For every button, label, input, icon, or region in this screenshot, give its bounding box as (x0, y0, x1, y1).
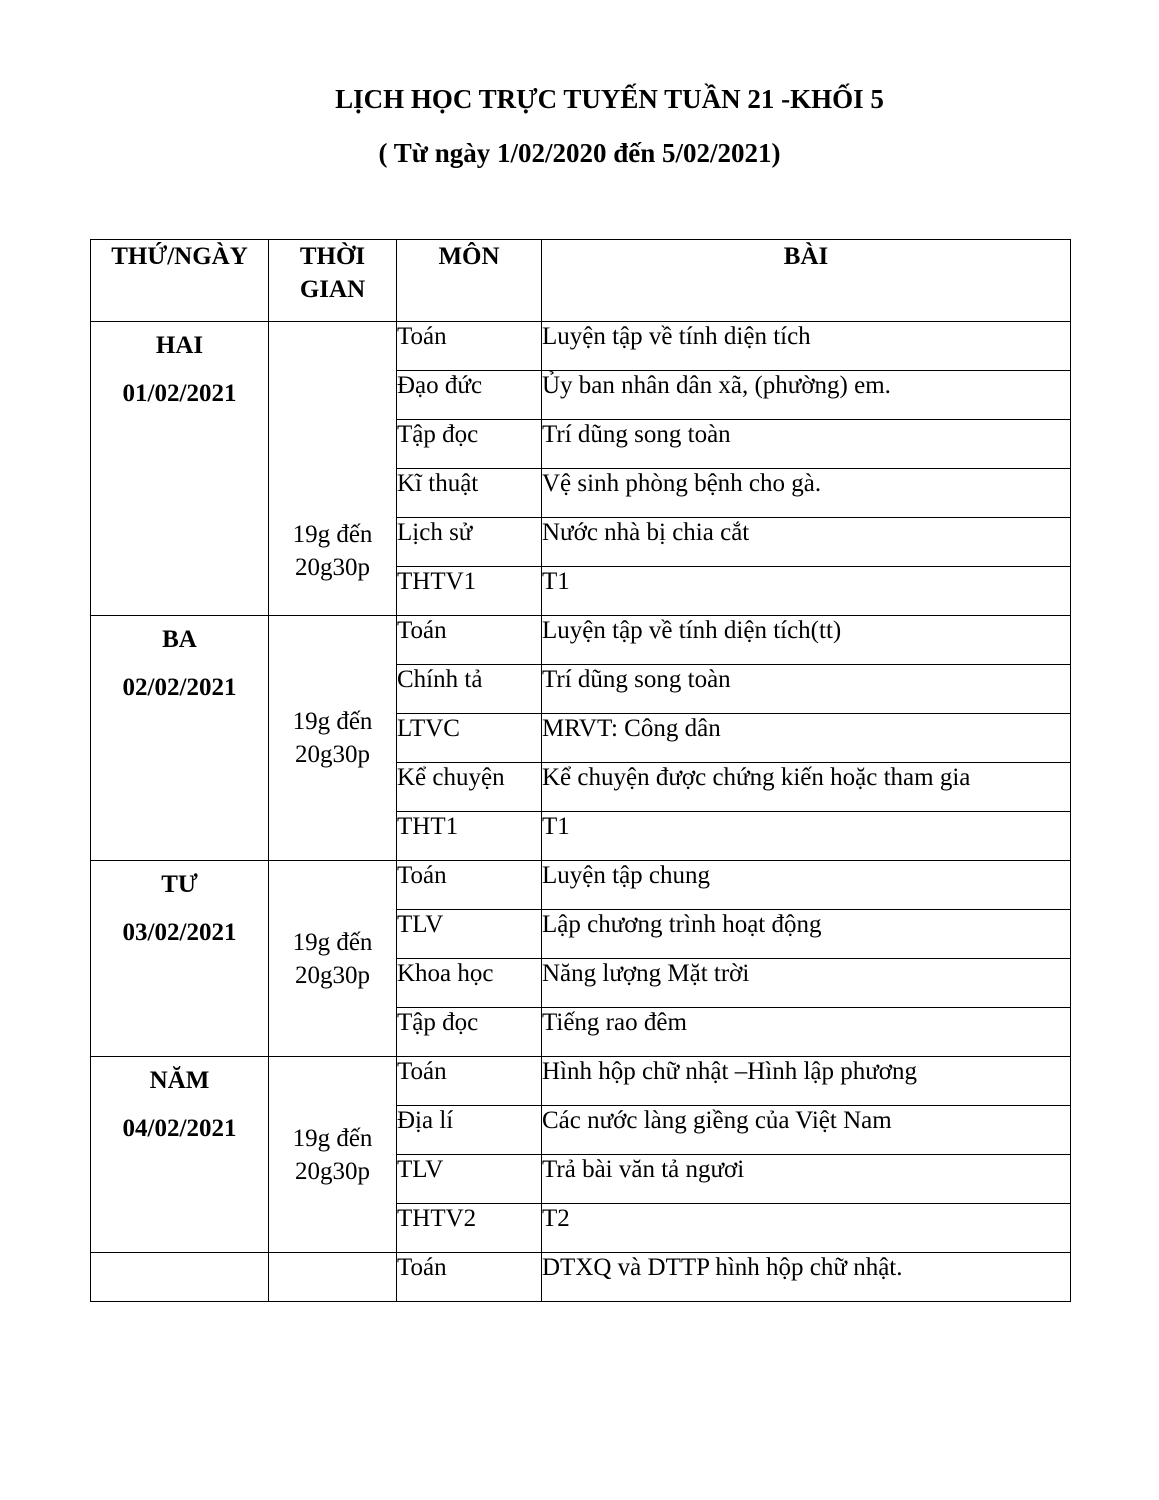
time-line2: 20g30p (295, 554, 370, 581)
day-cell-tuesday (91, 616, 269, 861)
subject-cell: THT1 (397, 812, 542, 861)
lesson-cell: Lập chương trình hoạt động (542, 910, 1071, 959)
subject-cell: Kể chuyện (397, 763, 542, 812)
document-title: LỊCH HỌC TRỰC TUYẾN TUẦN 21 -KHỐI 5 (335, 84, 884, 114)
lesson-cell: Trí dũng song toàn (542, 420, 1071, 469)
day-name: HAI (155, 332, 204, 359)
day-name: NĂM (149, 1067, 210, 1094)
lesson-cell: T2 (542, 1204, 1071, 1253)
lesson-cell: DTXQ và DTTP hình hộp chữ nhật. (542, 1253, 1071, 1302)
lesson-cell: MRVT: Công dân (542, 714, 1071, 763)
day-name: TƯ (161, 871, 198, 898)
header-day: THỨ/NGÀY (91, 240, 269, 322)
time-line1: 19g đến (292, 928, 373, 956)
time-line2: 20g30p (295, 961, 370, 989)
subject-cell: Toán (397, 322, 542, 371)
lesson-cell: Trả bài văn tả ngươi (542, 1155, 1071, 1204)
lesson-cell: Luyện tập về tính diện tích (542, 322, 1071, 371)
lesson-cell: Năng lượng Mặt trời (542, 959, 1071, 1008)
time-cell-monday (269, 322, 397, 616)
header-lesson: BÀI (542, 240, 1071, 322)
subject-cell: Toán (397, 1057, 542, 1106)
empty-day-cell (91, 1253, 269, 1302)
subject-cell: THTV2 (397, 1204, 542, 1253)
time-line2: 20g30p (295, 741, 370, 768)
table-row (91, 616, 1071, 665)
header-time (269, 240, 397, 322)
lesson-cell: Hình hộp chữ nhật –Hình lập phương (542, 1057, 1071, 1106)
day-cell-wednesday (91, 861, 269, 1057)
lesson-cell: Trí dũng song toàn (542, 665, 1071, 714)
day-cell-thursday (91, 1057, 269, 1253)
header-time-line1: THỜI (299, 243, 366, 270)
time-line1: 19g đến (292, 708, 373, 735)
table-row (91, 1253, 1071, 1302)
lesson-cell: Kể chuyện được chứng kiến hoặc tham gia (542, 763, 1071, 812)
table-row (91, 861, 1071, 910)
header-row (91, 240, 1071, 322)
lesson-cell: T1 (542, 812, 1071, 861)
subject-cell: Khoa học (397, 959, 542, 1008)
lesson-cell: T1 (542, 567, 1071, 616)
lesson-cell: Ủy ban nhân dân xã, (phường) em. (542, 371, 1071, 420)
subject-cell: TLV (397, 1155, 542, 1204)
day-cell-monday (91, 322, 269, 616)
subject-cell: Chính tả (397, 665, 542, 714)
time-cell-tuesday (269, 616, 397, 861)
header-subject: MÔN (397, 240, 542, 322)
subject-cell: Kĩ thuật (397, 469, 542, 518)
lesson-cell: Vệ sinh phòng bệnh cho gà. (542, 469, 1071, 518)
subject-cell: Địa lí (397, 1106, 542, 1155)
subject-cell: Tập đọc (397, 1008, 542, 1057)
table-row (91, 1057, 1071, 1106)
table-row (91, 322, 1071, 371)
subject-cell: Tập đọc (397, 420, 542, 469)
subject-cell: TLV (397, 910, 542, 959)
subject-cell: Toán (397, 616, 542, 665)
day-date: 03/02/2021 (122, 919, 237, 946)
subject-cell: Đạo đức (397, 371, 542, 420)
day-date: 01/02/2021 (122, 380, 237, 407)
subject-cell: THTV1 (397, 567, 542, 616)
subject-cell: Toán (397, 1253, 542, 1302)
subject-cell: LTVC (397, 714, 542, 763)
day-date: 04/02/2021 (122, 1115, 237, 1142)
subject-cell: Lịch sử (397, 518, 542, 567)
header-time-line2: GIAN (299, 276, 366, 303)
time-line1: 19g đến (292, 1124, 373, 1152)
lesson-cell: Luyện tập chung (542, 861, 1071, 910)
document-subtitle: ( Từ ngày 1/02/2020 đến 5/02/2021) (378, 138, 781, 168)
empty-time-cell (269, 1253, 397, 1302)
time-cell-thursday (269, 1057, 397, 1253)
time-line2: 20g30p (295, 1157, 370, 1185)
lesson-cell: Luyện tập về tính diện tích(tt) (542, 616, 1071, 665)
lesson-cell: Nước nhà bị chia cắt (542, 518, 1071, 567)
day-date: 02/02/2021 (122, 674, 237, 701)
schedule-table (90, 239, 1071, 1302)
lesson-cell: Tiếng rao đêm (542, 1008, 1071, 1057)
day-name: BA (162, 626, 197, 653)
lesson-cell: Các nước làng giềng của Việt Nam (542, 1106, 1071, 1155)
time-line1: 19g đến (292, 521, 373, 548)
time-cell-wednesday (269, 861, 397, 1057)
subject-cell: Toán (397, 861, 542, 910)
